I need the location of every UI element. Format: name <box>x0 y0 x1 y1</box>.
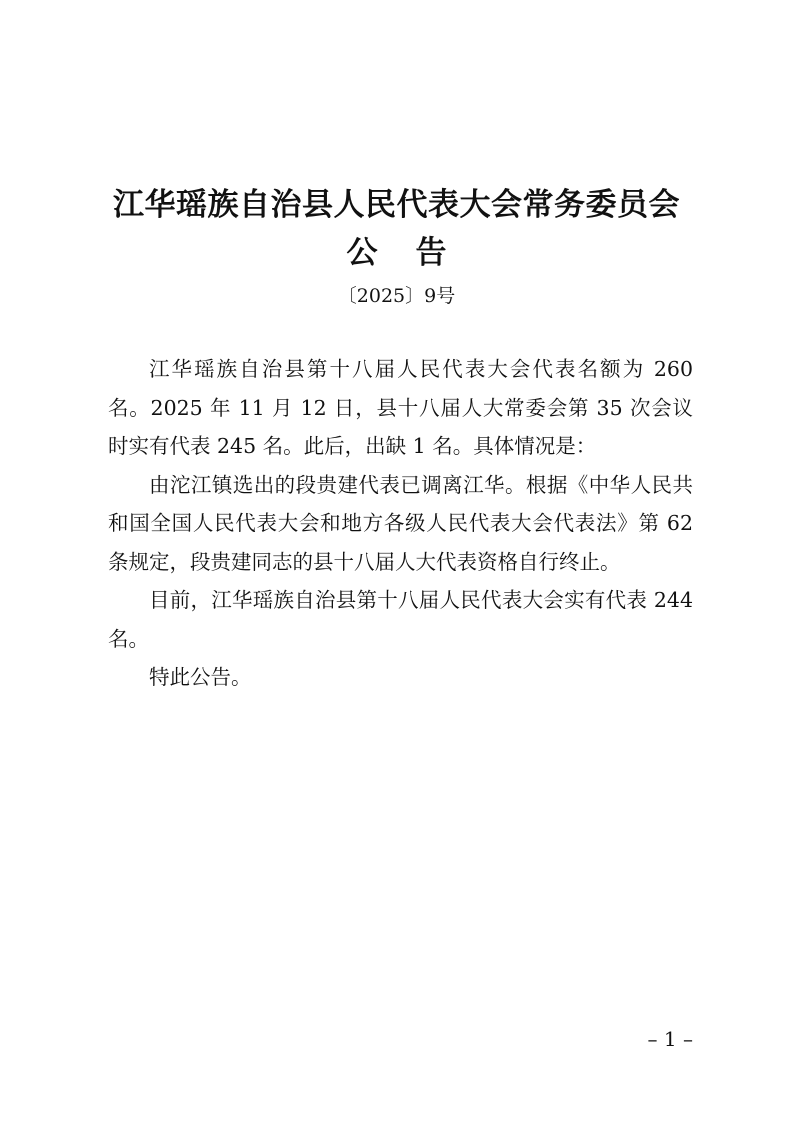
document-number: 〔2025〕9号 <box>337 285 456 307</box>
announcement-body <box>108 350 693 697</box>
paragraph-termination: 由沱江镇选出的段贵建代表已调离江华。根据《中华人民共和国全国人民代表大会和地方各级人民代表大会代表法》第 62 条规定，段贵建同志的县十八届人大代表资格自行终止。 <box>108 472 693 574</box>
paragraph-current-count: 目前，江华瑶族自治县第十八届人民代表大会实有代表 244 名。 <box>108 588 693 651</box>
issuing-organization-title: 江华瑶族自治县人民代表大会常务委员会 <box>113 187 680 223</box>
paragraph-quota: 江华瑶族自治县第十八届人民代表大会代表名额为 260 名。2025 年 11 月 12 日，县十八届人大常委会第 35 次会议时实有代表 245 名。此后，出缺 1 名。具体情况是： <box>108 357 693 458</box>
paragraph-closing: 特此公告。 <box>149 665 252 689</box>
page-number: – 1 – <box>647 1027 693 1051</box>
document-type-title: 公告 <box>346 235 485 271</box>
